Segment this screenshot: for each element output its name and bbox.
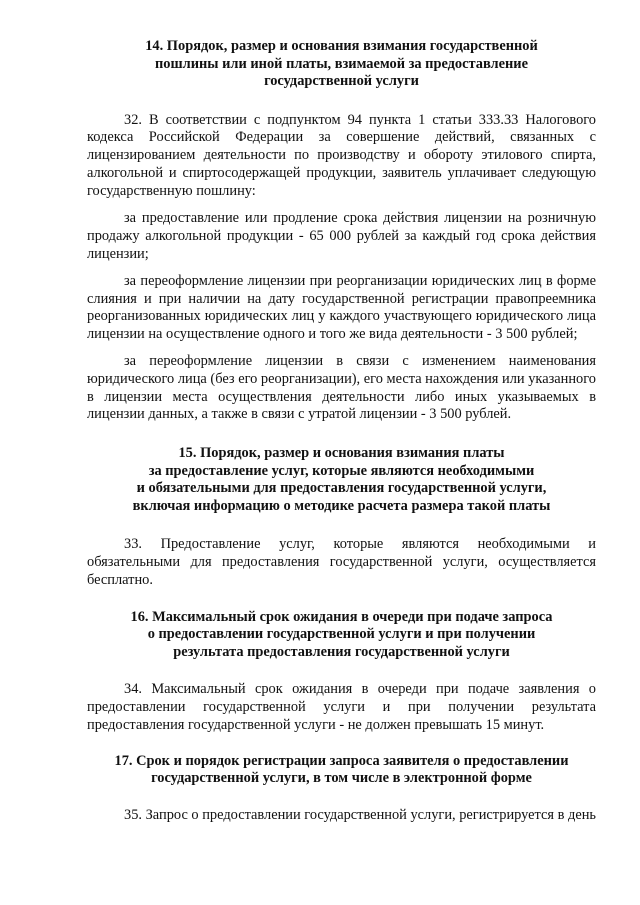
heading-line: 17. Срок и порядок регистрации запроса заявителя о предоставлении [114,752,569,769]
paragraph-32: 32. В соответствии с подпунктом 94 пункта 1 статьи 333.33 Налогового кодекса Российской Федерации за совершение действий, связанных с лицензированием деятельности по производству и обороту этилового спирта, алкогольной и спиртосодержащей продукции, заявитель уплачивает следующую государственную пошлину: [87,111,596,199]
paragraph-35: 35. Запрос о предоставлении государственной услуги, регистрируется в день [124,806,596,823]
heading-line: государственной услуги, в том числе в электронной форме [151,770,532,787]
heading-line: включая информацию о методике расчета размера такой платы [132,497,551,514]
heading-line: результата предоставления государственной услуги [173,643,510,660]
heading-line: 16. Максимальный срок ожидания в очереди при подаче запроса [130,608,553,625]
heading-line: за предоставление услуг, которые являются необходимыми [148,462,535,479]
heading-line: пошлины или иной платы, взимаемой за предоставление [155,55,528,72]
paragraph-34: 34. Максимальный срок ожидания в очереди при подаче заявления о предоставлении государственной услуги и при получении результата предоставления государственной услуги - не должен превышать 15 минут. [87,681,596,733]
heading-line: 14. Порядок, размер и основания взимания государственной [145,38,538,54]
heading-line: государственной услуги [264,73,419,89]
section-16-heading [87,609,596,662]
document-page [87,38,596,824]
paragraph-fee-reissue: за переоформление лицензии в связи с изменением наименования юридического лица (без его реорганизации), его места нахождения или указанного в лицензии места осуществления деятельности либо иных указываемых в лицензии данных, а также в связи с утратой лицензии - 3 500 рублей. [87,353,596,423]
section-17-heading [87,753,596,788]
paragraph-fee-retail: за предоставление или продление срока действия лицензии на розничную продажу алкогольной продукции - 65 000 рублей за каждый год срока действия лицензии; [87,210,596,263]
section-14-heading [87,38,596,91]
heading-line: и обязательными для предоставления государственной услуги, [136,480,547,497]
paragraph-fee-reorganization: за переоформление лицензии при реорганизации юридических лиц в форме слияния и при наличии на дату государственной регистрации правопреемника реорганизованных юридических лиц у каждого участвующего юридического лица лицензии на осуществление одного и того же вида деятельности - 3 500 рублей; [87,272,596,343]
heading-line: о предоставлении государственной услуги и при получении [147,626,536,643]
section-15-heading [87,445,596,515]
heading-line: 15. Порядок, размер и основания взимания платы [178,445,505,462]
paragraph-33: 33. Предоставление услуг, которые являются необходимыми и обязательными для предоставления государственной услуги, осуществляется бесплатно. [87,536,596,588]
